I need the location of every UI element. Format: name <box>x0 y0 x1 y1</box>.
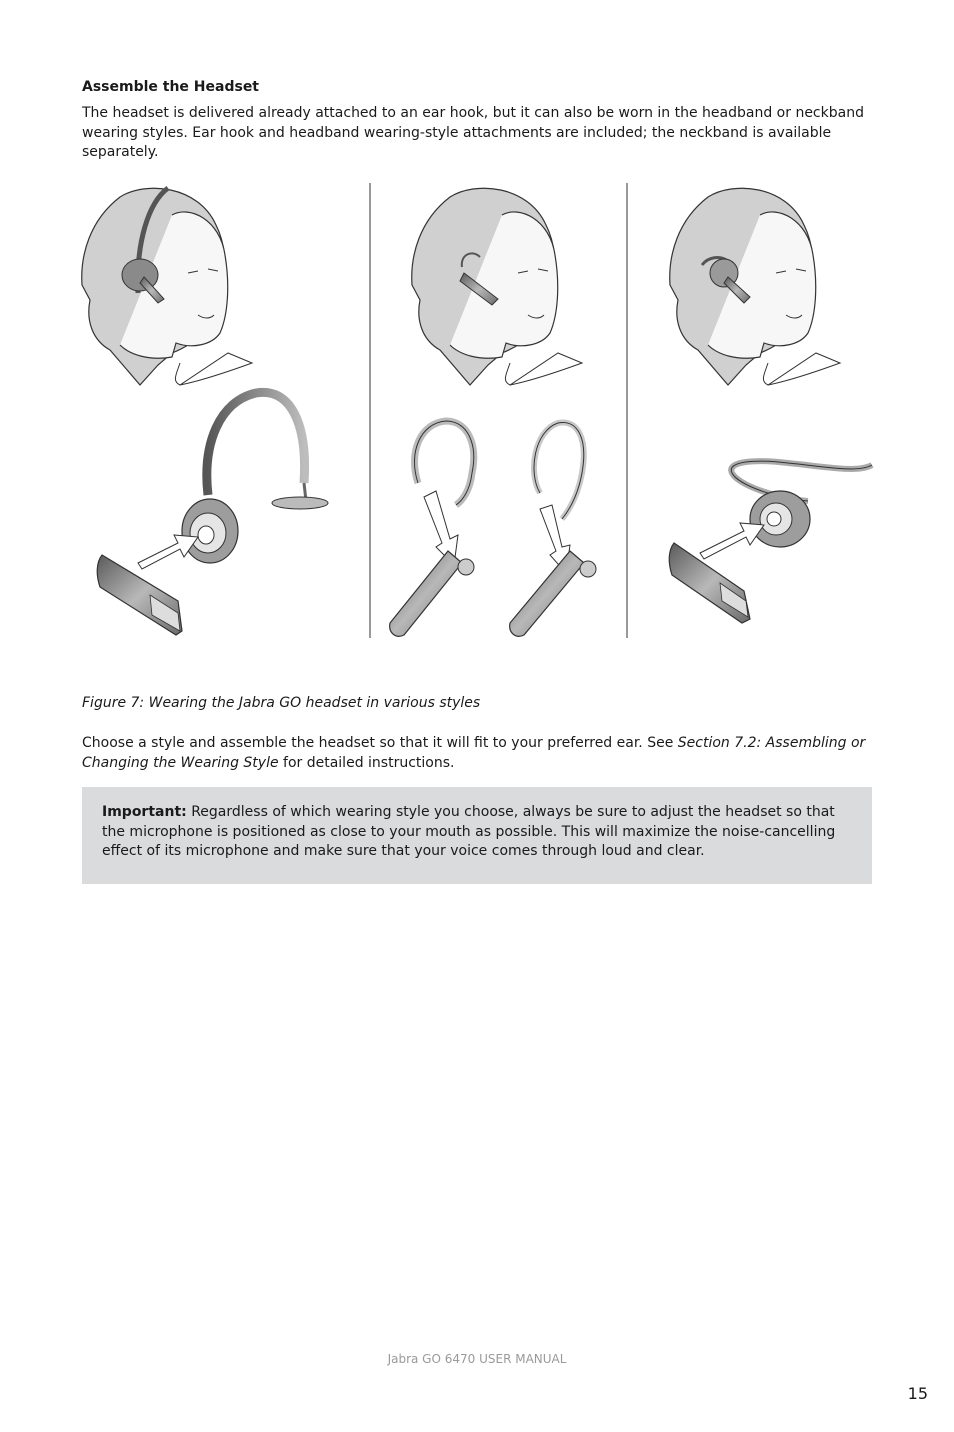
headset-device <box>390 551 462 636</box>
earhook-panel <box>390 188 596 636</box>
intro-paragraph: The headset is delivered already attached to an ear hook, but it can also be worn in the headband or neckband wearing styles. Ear hook and headband wearing-style attachments are included; the neckband is available separately. <box>82 105 864 160</box>
wearing-styles-figure <box>80 183 880 641</box>
section-reference: Section 7.2: Assembling or Changing the Wearing Style <box>82 735 866 771</box>
instructions-text-end: for detailed instructions. <box>278 754 455 771</box>
assembly-arrow <box>424 491 458 565</box>
headband-attachment <box>207 392 305 495</box>
head-illustration <box>670 188 840 385</box>
footer-manual-title: Jabra GO 6470 USER MANUAL <box>387 1352 567 1366</box>
important-label: Important: <box>102 804 187 820</box>
section-heading: Assemble the Headset <box>82 79 260 95</box>
head-illustration <box>412 188 582 385</box>
important-note <box>82 787 872 884</box>
headband-panel <box>82 188 328 635</box>
instructions-paragraph <box>82 734 872 773</box>
instructions-text: Choose a style and assemble the headset so that it will fit to your preferred ear. See <box>82 735 678 751</box>
page-number: 15 <box>907 1384 928 1403</box>
assembly-arrow <box>700 523 764 559</box>
figure-caption: Figure 7: Wearing the Jabra GO headset in various styles <box>82 695 481 711</box>
important-text: Regardless of which wearing style you choose, always be sure to adjust the headset so that the microphone is positioned as close to your mouth as possible. This will maximize the noise-cancelling effect of its microphone and make sure that your voice comes through loud and clear. <box>102 804 836 859</box>
headset-device <box>510 551 584 636</box>
head-illustration <box>82 188 252 385</box>
neckband-panel <box>669 188 872 623</box>
neckband-attachment <box>731 461 872 501</box>
